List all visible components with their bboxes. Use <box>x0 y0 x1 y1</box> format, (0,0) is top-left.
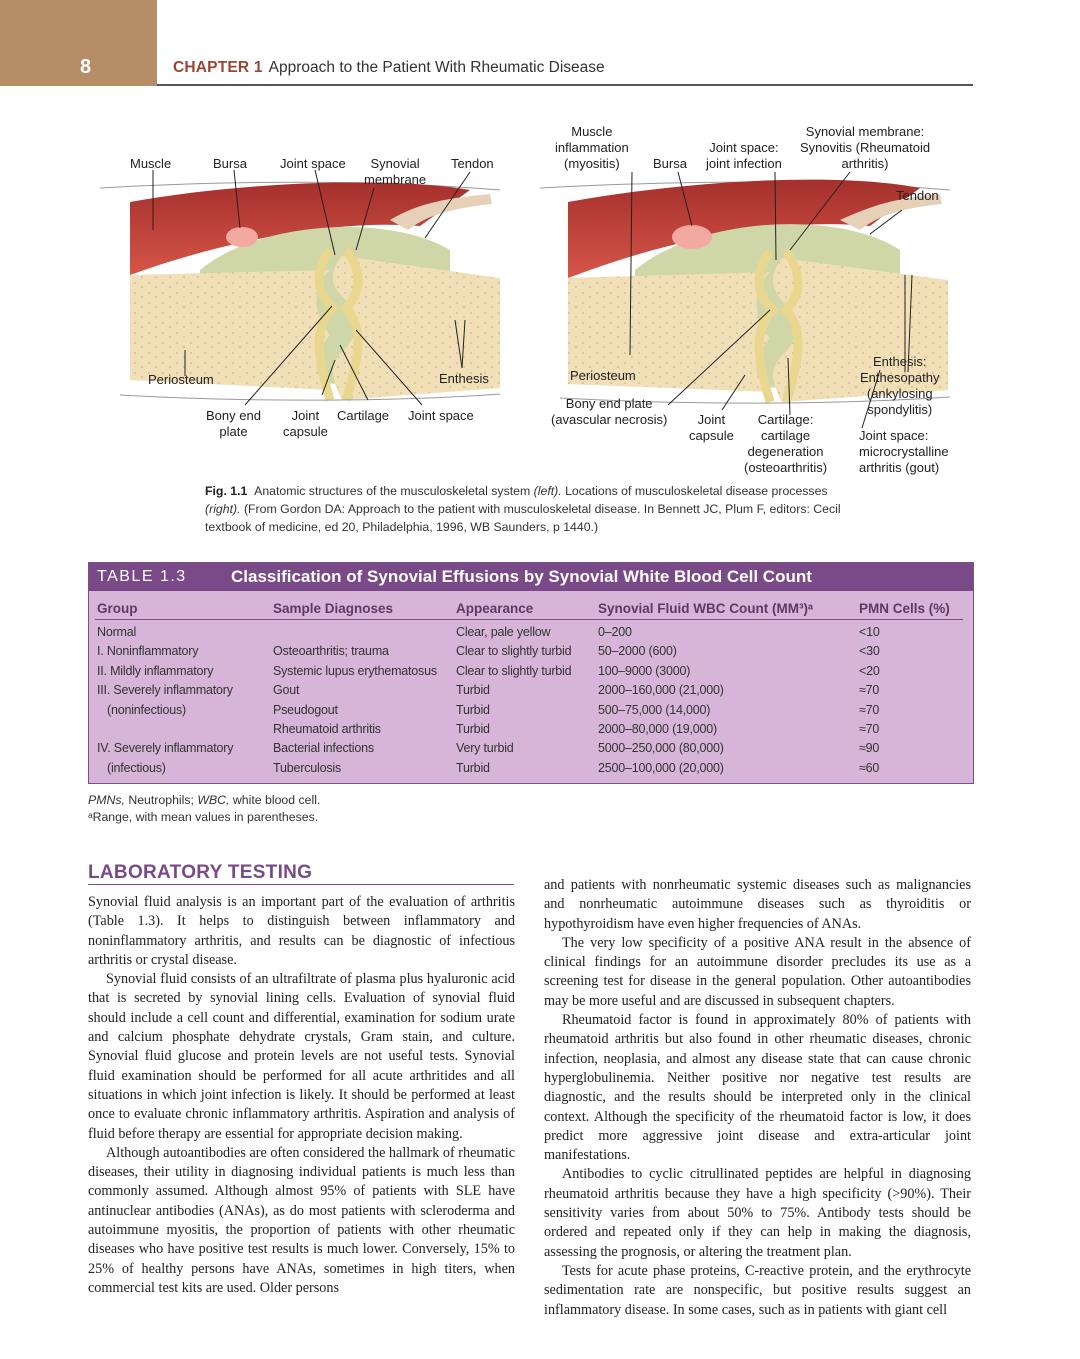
table-footnotes <box>88 792 320 826</box>
table-cell: ≈70 <box>859 722 880 736</box>
label-joint-capsule: Joint capsule <box>283 408 328 439</box>
label-muscle-inflammation: Muscle inflammation (myositis) <box>555 124 629 171</box>
paragraph: Tests for acute phase proteins, C-reactive protein, and the erythrocyte sedimentation rate are nonspecific, but positive results suggest an inflammatory disease. In some cases, such as in patients with giant cell <box>544 1262 971 1318</box>
footnote-abbr-pmn: PMNs, <box>88 793 125 807</box>
footnote-text-wbc: white blood cell. <box>229 793 321 807</box>
paragraph: Synovial fluid analysis is an important part of the evaluation of arthritis (Table 1.3). It helps to distinguish between inflammatory and noninflammatory arthritis, and results can be diagnostic of infectious arthritis or crystal disease. <box>88 894 515 968</box>
caption-text-a: Anatomic structures of the musculoskeletal system <box>254 484 531 498</box>
table-cell: Clear, pale yellow <box>456 625 551 639</box>
table-cell: Tuberculosis <box>273 760 341 775</box>
table-cell: ≈70 <box>859 702 880 717</box>
table-cell: 2000–80,000 (19,000) <box>598 722 718 736</box>
table-cell: 5000–250,000 (80,000) <box>598 741 724 756</box>
table-cell: Systemic lupus erythematosus <box>273 663 437 678</box>
table-cell: ≈60 <box>859 760 880 775</box>
label-osteoarthritis: Cartilage: cartilage degeneration (osteoarthritis) <box>744 412 828 475</box>
caption-right: (right). <box>205 502 241 516</box>
label-tendon-right: Tendon <box>896 188 939 203</box>
col-header-wbc: Synovial Fluid WBC Count (MM³)ᵃ <box>598 601 814 616</box>
table-cell: (noninfectious) <box>107 702 186 717</box>
table-cell: ≈70 <box>859 683 880 698</box>
section-rule <box>88 884 514 885</box>
table-cell: Gout <box>273 683 300 698</box>
label-bursa-right: Bursa <box>653 156 687 171</box>
caption-left: (left). <box>533 484 562 498</box>
table-cell: Very turbid <box>456 741 514 756</box>
normal-joint <box>100 170 500 405</box>
label-bony-end-plate: Bony end plate <box>206 408 261 439</box>
label-gout: Joint space: microcrystalline arthritis (gout) <box>859 428 949 475</box>
table-header-rule <box>95 619 963 620</box>
table-cell: <20 <box>859 663 880 678</box>
table-cell: Clear to slightly turbid <box>456 644 572 659</box>
label-periosteum-right: Periosteum <box>570 368 636 383</box>
page-number-tab <box>0 0 157 86</box>
label-avascular-necrosis: Bony end plate (avascular necrosis) <box>551 396 668 427</box>
table-cell: Rheumatoid arthritis <box>273 722 381 736</box>
table-cell: 500–75,000 (14,000) <box>598 702 711 717</box>
label-joint-space-bottom: Joint space <box>408 408 474 423</box>
paragraph: and patients with nonrheumatic systemic diseases such as malignancies and nonrheumatic autoimmune diseases such as thyroiditis or hypothyroidism have even higher frequencies of ANAs. <box>544 877 971 932</box>
label-cartilage: Cartilage <box>337 408 390 423</box>
caption-text-b: Locations of musculoskeletal disease processes <box>565 484 828 498</box>
label-tendon: Tendon <box>451 156 494 171</box>
paragraph: Although autoantibodies are often considered the hallmark of rheumatic diseases, their utility in diagnosing individual patients is much less than commonly assumed. Although almost 95% of patients with SLE have antinuclear antibodies (ANAs), as do most patients with scleroderma and autoimmune myositis, the proportion of patients with other rheumatic diseases who have positive test results is much lower. Conversely, 15% to 25% of healthy persons have ANAs, sometimes in high titers, when commercial test kits are used. Older persons <box>88 1144 515 1296</box>
caption-text-c: (From Gordon DA: Approach to the patient with musculoskeletal disease. In Bennett JC, Plum F, editors: Cecil textbook of medicine, ed 20, Philadelphia, 1996, WB Saunders, p 1440.) <box>205 502 841 534</box>
table-cell: <10 <box>859 625 880 639</box>
table-cell: 2500–100,000 (20,000) <box>598 760 724 775</box>
table-cell: 2000–160,000 (21,000) <box>598 683 724 698</box>
table-cell: IV. Severely inflammatory <box>97 741 234 756</box>
table-cell: Turbid <box>456 683 490 698</box>
col-header-pmn: PMN Cells (%) <box>859 601 950 616</box>
table-cell: III. Severely inflammatory <box>97 683 233 698</box>
running-header <box>173 59 605 77</box>
table-cell: 50–2000 (600) <box>598 644 677 659</box>
paragraph: Rheumatoid factor is found in approximately 80% of patients with rheumatoid arthritis but also found in other rheumatic diseases, chronic infection, neoplasia, and almost any disease state that can cause chronic hyperglobulinemia. Neither positive nor negative test results are diagnostic, and the results should be interpreted only in the clinical context. Although the specificity of the rheumatoid factor is low, it does predict more aggressive joint disease and extra-articular joint manifestations. <box>544 1012 971 1164</box>
table-cell: II. Mildly inflammatory <box>97 663 214 678</box>
paragraph: Antibodies to cyclic citrullinated peptides are helpful in diagnosing rheumatoid arthritis because they have a high specificity (>90%). Their sensitivity varies from about 50% to 75%. Antibody tests should be ordered and repeated only if they can help in making the diagnosis, assessing the prognosis, or altering the treatment plan. <box>544 1166 971 1260</box>
table-cell: I. Noninflammatory <box>97 644 199 659</box>
footnote-abbreviations <box>88 792 320 809</box>
table-title: Classification of Synovial Effusions by Synovial White Blood Cell Count <box>231 567 812 586</box>
col-header-group: Group <box>97 601 138 616</box>
chapter-title: Approach to the Patient With Rheumatic Disease <box>268 59 605 76</box>
table-cell: Normal <box>97 625 137 639</box>
footnote-text-pmn: Neutrophils; <box>124 793 198 807</box>
figure-label: Fig. 1.1 <box>205 484 248 498</box>
page-number: 8 <box>80 56 92 78</box>
table-1-3 <box>88 562 974 784</box>
table-cell: ≈90 <box>859 741 880 756</box>
table-cell: Turbid <box>456 722 490 736</box>
table-cell: 0–200 <box>598 625 632 639</box>
label-joint-space: Joint space <box>280 156 346 171</box>
table-cell: Turbid <box>456 760 490 775</box>
label-enthesis: Enthesis <box>439 371 489 386</box>
label-joint-infection: Joint space: joint infection <box>706 140 782 171</box>
table-cell: Bacterial infections <box>273 741 374 756</box>
label-synovial-membrane: Synovial membrane <box>364 156 427 187</box>
left-column <box>88 893 515 1298</box>
label-periosteum: Periosteum <box>148 372 214 387</box>
section-heading: LABORATORY TESTING <box>88 862 313 883</box>
label-synovitis: Synovial membrane: Synovitis (Rheumatoid arthritis) <box>800 124 931 171</box>
table-number: TABLE 1.3 <box>97 568 187 585</box>
paragraph: Synovial fluid consists of an ultrafiltrate of plasma plus hyaluronic acid that is secreted by synovial lining cells. Evaluation of synovial fluid should include a cell count and differential, examination for sodium urate and calcium phosphate dehydrate crystals, Gram stain, and culture. Synovial fluid glucose and protein levels are not useful tests. Synovial fluid examination should be performed for all acute arthritides and all situations in which joint infection is likely. It should be performed at least once to evaluate chronic inflammatory arthritis. Aspiration and analysis of fluid before therapy are essential for appropriate decision making. <box>88 971 515 1142</box>
table-cell: (infectious) <box>107 760 166 775</box>
table-cell: Pseudogout <box>273 702 338 717</box>
figure-1-1 <box>90 110 990 480</box>
footnote-abbr-wbc: WBC, <box>197 793 230 807</box>
paragraph: The very low specificity of a positive ANA result in the absence of clinical findings for an autoimmune disorder precludes its use as a screening test for disease in the general population. Other autoantibodies may be more useful and are discussed in subsequent chapters. <box>544 934 971 1009</box>
label-enthesopathy: Enthesis: Enthesopathy (ankylosing spondylitis) <box>860 354 940 417</box>
table-cell: <30 <box>859 644 880 659</box>
col-header-diagnoses: Sample Diagnoses <box>273 601 394 616</box>
header-rule <box>157 84 973 86</box>
table-cell: 100–9000 (3000) <box>598 663 691 678</box>
table-cell: Turbid <box>456 702 490 717</box>
chapter-label: CHAPTER 1 <box>173 59 263 76</box>
right-column <box>544 876 971 1320</box>
label-muscle: Muscle <box>130 156 172 171</box>
table-cell: Clear to slightly turbid <box>456 663 572 678</box>
col-header-appearance: Appearance <box>456 601 534 616</box>
table-cell: Osteoarthritis; trauma <box>273 644 389 659</box>
label-joint-capsule-right: Joint capsule <box>689 412 734 443</box>
figure-caption <box>205 482 865 536</box>
table-header-bar <box>89 563 973 591</box>
label-bursa: Bursa <box>213 156 247 171</box>
footnote-range: ᵃRange, with mean values in parentheses. <box>88 810 319 824</box>
